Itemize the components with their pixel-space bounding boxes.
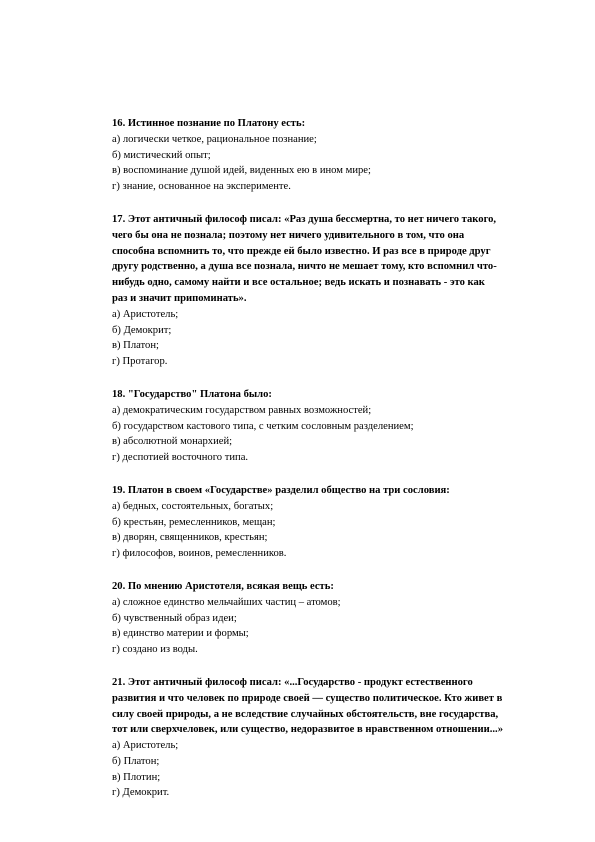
question-title-line: способна вспомнить то, что прежде ей было известно. И раз все в природе друг xyxy=(112,245,491,257)
answer-option: б) Демокрит; xyxy=(112,324,172,336)
answer-option: г) Демокрит. xyxy=(112,787,170,799)
question-20 xyxy=(112,579,552,658)
answer-option: в) дворян, священников, крестьян; xyxy=(112,532,268,544)
question-title-line: 17. Этот античный философ писал: «Раз душа бессмертна, то нет ничего такого, xyxy=(112,213,497,225)
answer-option: а) бедных, состоятельных, богатых; xyxy=(112,500,274,512)
question-title: 18. "Государство" Платона было: xyxy=(112,388,272,400)
answer-option: б) мистический опыт; xyxy=(112,149,211,161)
answer-option: в) Платон; xyxy=(112,340,159,352)
question-title-line: 21. Этот античный философ писал: «...Государство - продукт естественного xyxy=(112,676,473,688)
answer-option: г) деспотией восточного типа. xyxy=(112,452,249,464)
question-title-line: нибудь одно, самому найти и все остальное; ведь искать и познавать - это как xyxy=(112,277,485,289)
question-title-line: силу своей природы, а не вследствие случайных обстоятельств, вне государства, xyxy=(112,708,499,720)
answer-option: а) логически четкое, рациональное познание; xyxy=(112,133,317,145)
question-title: 19. Платон в своем «Государстве» разделил общество на три сословия: xyxy=(112,484,450,496)
answer-option: а) Аристотель; xyxy=(112,308,179,320)
question-title-line: развития и что человек по природе своей — существо политическое. Кто живет в xyxy=(112,692,503,704)
answer-option: г) Протагор. xyxy=(112,356,168,368)
question-19 xyxy=(112,483,552,562)
answer-option: в) воспоминание душой идей, виденных ею в ином мире; xyxy=(112,165,371,177)
question-title: 16. Истинное познание по Платону есть: xyxy=(112,118,306,129)
answer-option: б) чувственный образ идеи; xyxy=(112,612,237,624)
answer-option: г) создано из воды. xyxy=(112,644,198,656)
question-title-line: другу родственно, а душа все познала, ничто не мешает тому, кто вспомнил что- xyxy=(112,261,497,273)
question-title: 20. По мнению Аристотеля, всякая вещь есть: xyxy=(112,580,334,592)
question-16 xyxy=(112,116,552,195)
question-title-line: раз и значит припоминать». xyxy=(112,292,247,304)
question-title xyxy=(112,675,552,738)
answer-option: в) Плотин; xyxy=(112,771,161,783)
question-17 xyxy=(112,212,552,370)
answer-option: а) демократическим государством равных возможностей; xyxy=(112,404,372,416)
question-title-line: тот или сверхчеловек, или существо, недоразвитое в нравственном отношении...» xyxy=(112,724,503,736)
answer-option: г) знание, основанное на эксперименте. xyxy=(112,181,291,193)
question-title xyxy=(112,212,552,307)
answer-option: б) крестьян, ремесленников, мещан; xyxy=(112,516,276,528)
answer-option: а) сложное единство мельчайших частиц – атомов; xyxy=(112,596,341,608)
answer-option: в) единство материи и формы; xyxy=(112,628,249,640)
answer-option: в) абсолютной монархией; xyxy=(112,436,233,448)
question-18 xyxy=(112,387,552,466)
question-title-line: чего бы она не познала; поэтому нет ничего удивительного в том, что она xyxy=(112,229,465,241)
answer-option: б) Платон; xyxy=(112,755,160,767)
answer-option: б) государством кастового типа, с четким сословным разделением; xyxy=(112,420,414,432)
answer-option: г) философов, воинов, ремесленников. xyxy=(112,548,287,560)
document-page xyxy=(112,116,552,818)
answer-option: а) Аристотель; xyxy=(112,740,179,752)
question-21 xyxy=(112,675,552,801)
